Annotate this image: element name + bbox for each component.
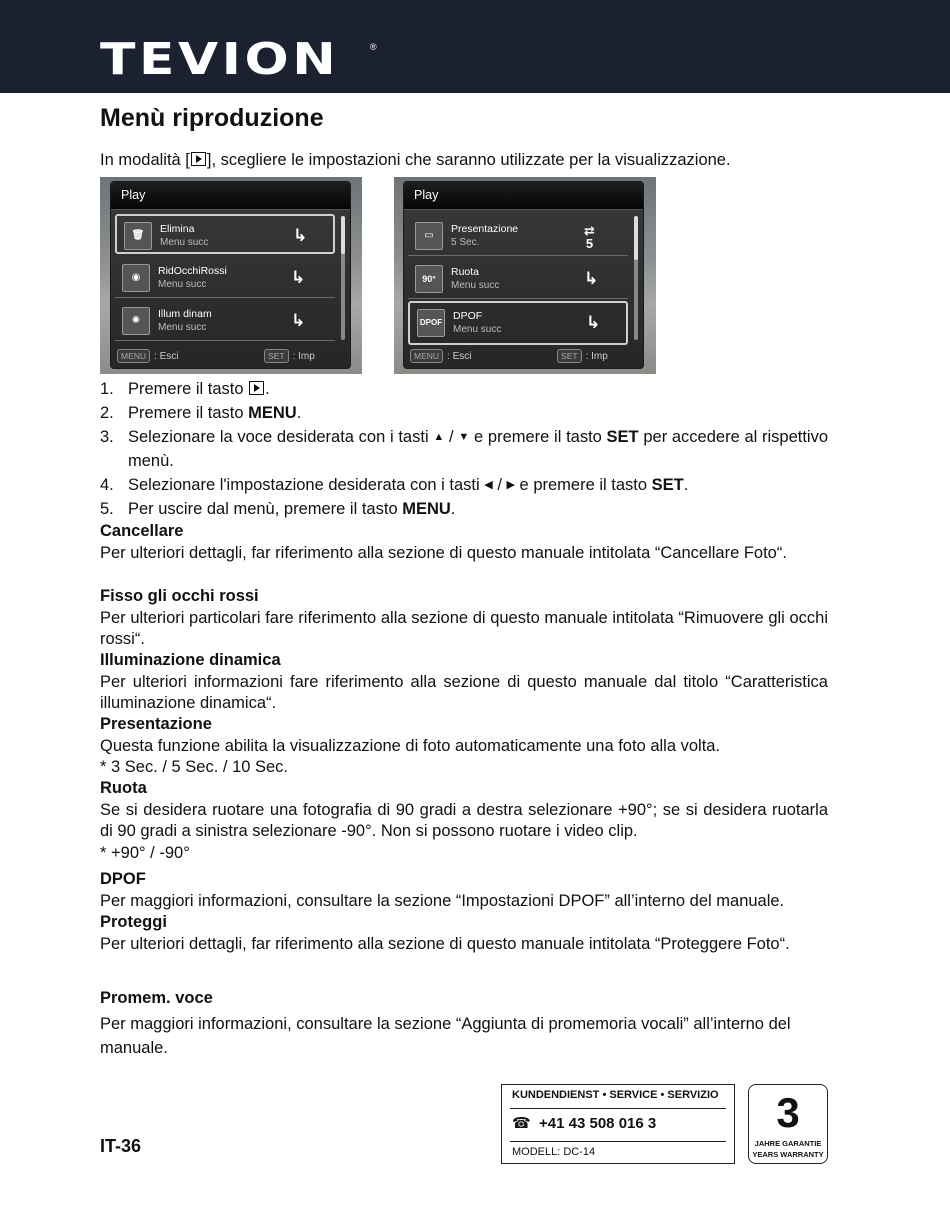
step-number: 1. [100,380,114,398]
section-heading: Fisso gli occhi rossi [100,587,259,605]
step-text-end: per accedere al rispettivo menù. [128,428,829,470]
page-title: Menù riproduzione [100,104,324,132]
section-heading: Proteggi [100,913,167,931]
section-text: Per ulteriori informazioni fare riferimento alla sezione di questo manuale dal titolo “Caratteristica illuminazione dinamica“. [100,672,828,712]
section-text: Per maggiori informazioni, consultare la sezione “Aggiunta di promemoria vocali” all’interno del manuale. [100,1015,791,1057]
section-presentazione [100,714,828,779]
separator: / [492,476,507,494]
scrollbar-thumb[interactable] [634,216,638,260]
screen-title: Play [404,182,643,210]
menu-item-name: Ruota [451,266,480,278]
section-illuminazione [100,650,828,715]
key-name: SET [606,428,639,446]
menu-item-name: RidOcchiRossi [158,265,227,277]
step-3 [100,425,828,473]
menu-key: MENU [117,349,150,363]
camera-screen-2 [394,177,656,374]
menu-key-label: : Esci [154,351,179,362]
section-note: * 3 Sec. / 5 Sec. / 10 Sec. [100,758,289,776]
step-number: 3. [100,428,114,446]
menu-item-sub: Menu succ [451,280,500,291]
step-number: 5. [100,500,114,518]
step-4 [100,473,828,497]
menu-item-sub: Menu succ [158,279,207,290]
camera-screen-1 [100,177,362,374]
submenu-arrow-icon: ↳ [291,311,306,330]
phone-number: +41 43 508 016 3 [539,1115,657,1132]
section-note: * +90° / -90° [100,843,190,862]
intro-before: In modalità [ [100,151,190,169]
menu-item-sub: 5 Sec. [451,237,480,248]
step-text: Selezionare l'impostazione desiderata con i tasti [128,476,485,494]
submenu-arrow-icon: ↳ [291,268,306,287]
service-box [501,1084,735,1164]
menu-item-presentazione[interactable] [408,216,628,256]
phone-icon: ☎ [512,1115,531,1132]
rotate-icon: 90° [415,265,443,293]
step-1 [100,377,828,401]
step-text: Per uscire dal menù, premere il tasto [128,500,403,518]
menu-item-elimina[interactable] [115,214,335,254]
step-2 [100,401,828,425]
menu-item-name: DPOF [453,310,483,322]
intro-text [100,151,731,170]
menu-item-name: Presentazione [451,223,519,235]
section-heading: Ruota [100,779,147,797]
set-key-label: : Imp [585,351,608,362]
separator: / [444,428,459,446]
screen-footer [117,349,315,363]
left-arrow-icon: ◀ [484,479,493,491]
step-text-end: . [683,476,689,494]
step-text-mid: e premere il tasto [469,428,607,446]
step-text-end: . [296,404,302,422]
step-number: 4. [100,476,114,494]
menu-item-illum-dinam[interactable] [115,301,335,341]
warranty-label-de: JAHRE GARANTIE [754,1139,822,1148]
set-key: SET [557,349,582,363]
warranty-badge [748,1084,828,1164]
steps-list [100,377,828,521]
step-text: Selezionare la voce desiderata con i tasti [128,428,434,446]
key-name: MENU [248,404,297,422]
section-dpof [100,869,828,912]
camera-menu-panel [110,181,351,369]
up-arrow-icon: ▲ [433,431,445,443]
menu-item-sub: Menu succ [158,322,207,333]
service-phone [512,1114,656,1132]
play-icon [249,381,264,395]
key-name: SET [651,476,684,494]
screen-title: Play [111,182,350,210]
service-title: KUNDENDIENST • SERVICE • SERVIZIO [512,1089,719,1101]
section-text: Per ulteriori particolari fare riferimento alla sezione di questo manuale intitolata “Rimuovere gli occhi rossi“. [100,608,828,648]
submenu-arrow-icon: ↳ [586,313,601,332]
menu-key: MENU [410,349,443,363]
scrollbar[interactable] [341,216,345,340]
section-heading: Presentazione [100,715,212,733]
brand-logo: TEVION [100,34,340,85]
slideshow-value: 5 [585,236,594,251]
step-text-mid: e premere il tasto [514,476,652,494]
section-cancellare [100,521,828,564]
scrollbar-thumb[interactable] [341,216,345,254]
menu-item-dpof[interactable] [408,301,628,345]
submenu-arrow-icon: ↳ [293,226,308,245]
menu-item-ruota[interactable] [408,259,628,299]
menu-key-label: : Esci [447,351,472,362]
model-label: MODELL: DC-14 [512,1146,596,1158]
section-proteggi [100,912,828,955]
step-text: Premere il tasto [128,404,249,422]
section-text: Se si desidera ruotare una fotografia di 90 gradi a destra selezionare +90°; se si desidera ruotarla di 90 gradi a sinistra selezionare -90°. Non si possono ruotare i video clip. [100,800,828,840]
camera-menu-panel [403,181,644,369]
section-ruota [100,778,828,864]
set-key: SET [264,349,289,363]
section-heading: DPOF [100,870,146,888]
right-arrow-icon: ▶ [506,479,515,491]
header-bar [0,0,950,93]
section-occhi-rossi [100,586,828,651]
menu-item-name: Elimina [160,223,195,235]
step-text-end: . [450,500,456,518]
menu-item-ridocchirossi[interactable] [115,258,335,298]
dpof-icon: DPOF [417,309,445,337]
dynamic-light-icon: ✺ [122,307,150,335]
section-text: Per ulteriori dettagli, far riferimento alla sezione di questo manuale intitolata “Proteggere Foto“. [100,934,790,953]
page-number: IT-36 [100,1136,142,1156]
divider [510,1141,726,1142]
warranty-years: 3 [776,1089,800,1136]
key-name: MENU [402,500,451,518]
section-heading: Illuminazione dinamica [100,651,281,669]
play-icon [191,152,206,166]
menu-item-name: Illum dinam [158,308,212,320]
step-text-end: . [265,380,270,398]
slideshow-icon: ▭ [415,222,443,250]
warranty-label-en: YEARS WARRANTY [752,1150,824,1159]
menu-item-sub: Menu succ [160,237,209,248]
step-5 [100,497,828,521]
divider [510,1108,726,1109]
step-text: Premere il tasto [128,380,249,398]
section-heading: Promem. voce [100,989,213,1007]
section-text: Per ulteriori dettagli, far riferimento alla sezione di questo manuale intitolata “Cancellare Foto“. [100,543,787,562]
section-text: Questa funzione abilita la visualizzazione di foto automaticamente una foto alla volta. [100,736,721,755]
step-number: 2. [100,404,114,422]
down-arrow-icon: ▼ [458,431,470,443]
trash-icon: 🗑 [124,222,152,250]
section-text: Per maggiori informazioni, consultare la sezione “Impostazioni DPOF” all’interno del manuale. [100,891,785,910]
section-promem-voce [100,986,828,1060]
set-key-label: : Imp [292,351,315,362]
section-heading: Cancellare [100,522,184,540]
intro-after: ], scegliere le impostazioni che saranno utilizzate per la visualizzazione. [206,151,731,169]
slideshow-value-icon: ⇄ 5 [584,223,595,251]
red-eye-icon: ◉ [122,264,150,292]
scrollbar[interactable] [634,216,638,340]
menu-item-sub: Menu succ [453,324,502,335]
screen-footer [410,349,608,363]
submenu-arrow-icon: ↳ [584,269,599,288]
registered-mark: ® [370,42,377,52]
